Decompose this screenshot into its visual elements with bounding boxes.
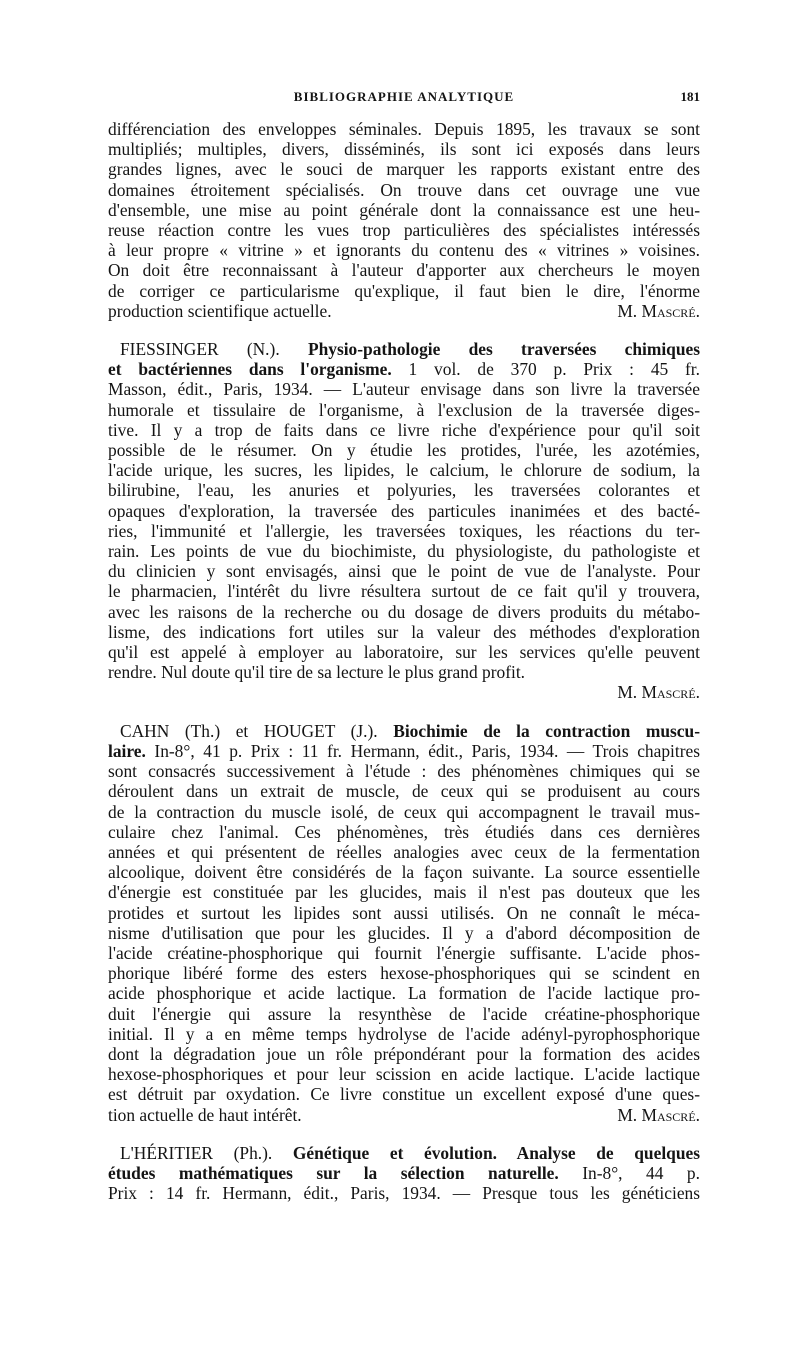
text-line: rain. Les points de vue du biochimiste, du physiologiste, du pathologiste et <box>108 541 700 562</box>
entry-details: In-8°, 41 p. Prix : 11 fr. Hermann, édit., Paris, 1934. — Trois chapitres <box>154 740 700 761</box>
entry-title-cont: études mathématiques sur la sélection naturelle. <box>108 1162 559 1183</box>
review-entry-cahn-houget <box>108 721 700 1125</box>
text-line: l'acide créatine-phosphorique qui fournit l'énergie suffisante. L'acide phos- <box>108 942 700 963</box>
text-line: reuse réaction contre les vues trop particulières des spécialistes intéressés <box>108 220 700 241</box>
entry-heading-line <box>108 359 700 379</box>
text-line: lisme, des indications fort utiles sur la valeur des méthodes d'exploration <box>108 621 700 642</box>
entry-title: Biochimie de la contraction muscu- <box>393 720 700 741</box>
text-line: déroulent dans un extrait de muscle, de ceux qui se produisent au cours <box>108 781 700 802</box>
reviewer-signature: M. Mascré. <box>617 300 700 321</box>
text-line: sont consacrés successivement à l'étude : des phénomènes chimiques qui se <box>108 761 700 782</box>
text-line: qu'il est appelé à employer au laboratoire, sur les services qu'elle peuvent <box>108 642 700 663</box>
text-line: phorique libéré forme des esters hexose-phosphoriques qui se scindent en <box>108 963 700 984</box>
running-title: BIBLIOGRAPHIE ANALYTIQUE <box>293 89 515 104</box>
review-entry-fiessinger <box>108 339 700 703</box>
text-line <box>108 1105 700 1125</box>
text-line: l'acide urique, les sucres, les lipides, le calcium, le chlorure de sodium, la <box>108 460 700 481</box>
entry-heading-line <box>108 741 700 761</box>
text-line: initial. Il y a en même temps hydrolyse de l'acide adényl-pyrophosphorique <box>108 1023 700 1044</box>
last-line-text: production scientifique actuelle. <box>108 300 332 321</box>
text-line: avec les raisons de la recherche ou du dosage de divers produits du métabo- <box>108 601 700 622</box>
text-line: alcoolique, doivent être considérés de la façon suivante. La source essentielle <box>108 862 700 883</box>
text-line: possible de le résumer. On y étudie les protides, l'urée, les azotémies, <box>108 440 700 461</box>
text-line: hexose-phosphoriques et pour leur scission en acide lactique. L'acide lactique <box>108 1064 700 1085</box>
text-line: rendre. Nul doute qu'il tire de sa lecture le plus grand profit. <box>108 662 525 683</box>
text-line: culaire chez l'animal. Ces phénomènes, très étudiés dans ces dernières <box>108 821 700 842</box>
text-line: Masson, édit., Paris, 1934. — L'auteur envisage dans son livre la traversée <box>108 379 700 400</box>
text-line: du clinicien y sont envisagés, ainsi que le point de vue de l'analyste. Pour <box>108 561 700 582</box>
text-line: tive. Il y a trop de faits dans ce livre riche d'expérience pour qu'il soit <box>108 419 700 440</box>
entry-author: CAHN (Th.) et HOUGET (J.). <box>120 720 378 741</box>
last-line-text: tion actuelle de haut intérêt. <box>108 1104 302 1125</box>
text-line: Prix : 14 fr. Hermann, édit., Paris, 1934. — Presque tous les généticiens <box>108 1183 700 1204</box>
text-line: ries, l'immunité et l'allergie, les traversées toxiques, les réactions du ter- <box>108 520 700 541</box>
text-line: grandes lignes, avec le souci de marquer les rapports existant entre des <box>108 159 700 180</box>
text-line: de corriger ce particularisme qu'explique, il faut bien le dire, l'énorme <box>108 280 700 301</box>
entry-heading-line <box>108 721 700 741</box>
reviewer-signature: M. Mascré. <box>617 682 700 703</box>
entry-author: L'HÉRITIER (Ph.). <box>120 1142 273 1163</box>
spacer <box>108 321 700 339</box>
entry-title-cont: et bactériennes dans l'organisme. <box>108 359 392 380</box>
spacer <box>108 703 700 721</box>
spacer <box>108 1125 700 1143</box>
text-line: protides et surtout les lipides sont aussi utilisés. On ne connaît le méca- <box>108 902 700 923</box>
text-line: de la contraction du muscle isolé, de ceux qui accompagnent le travail mus- <box>108 801 700 822</box>
text-line: On doit être reconnaissant à l'auteur d'apporter aux chercheurs le moyen <box>108 260 700 281</box>
entry-title-cont: laire. <box>108 740 146 761</box>
reviewer-signature: M. Mascré. <box>617 1104 700 1125</box>
text-line: à leur propre « vitrine » et ignorants du contenu des « vitrines » voisines. <box>108 240 700 261</box>
text-line: domaines étroitement spécialisés. On trouve dans cet ouvrage une vue <box>108 179 700 200</box>
text-line: d'ensemble, une mise au point générale dont la connaissance est une heu- <box>108 199 700 220</box>
text-line: d'énergie est constituée par les glucides, mais il n'est pas douteux que les <box>108 882 700 903</box>
running-header <box>108 89 700 105</box>
text-line: acide phosphorique et acide lactique. La formation de l'acide lactique pro- <box>108 983 700 1004</box>
entry-author: FIESSINGER (N.). <box>120 339 280 360</box>
entry-details: 1 vol. de 370 p. Prix : 45 fr. <box>408 359 700 380</box>
text-line: opaques d'exploration, la traversée des particules inanimées et des bacté- <box>108 500 700 521</box>
entry-title: Physio-pathologie des traversées chimiques <box>307 339 700 360</box>
review-entry-lheritier <box>108 1143 700 1204</box>
entry-title: Génétique et évolution. Analyse de quelques <box>292 1142 700 1163</box>
text-line: années et qui présentent de réelles analogies avec ceux de la fermentation <box>108 841 700 862</box>
text-line: différenciation des enveloppes séminales. Depuis 1895, les travaux se sont <box>108 119 700 139</box>
text-line: bilirubine, l'eau, les anuries et polyuries, les traversées colorantes et <box>108 480 700 501</box>
text-line: nisme d'utilisation que pour les glucides. Il y a d'abord décomposition de <box>108 922 700 943</box>
text-line: dont la dégradation joue un rôle prépondérant pour la formation des acides <box>108 1043 700 1064</box>
text-line: humorale et tissulaire de l'organisme, à l'exclusion de la traversée diges- <box>108 399 700 420</box>
page-number: 181 <box>680 89 700 104</box>
entry-heading-line <box>108 1143 700 1163</box>
entry-details: In-8°, 44 p. <box>582 1162 700 1183</box>
continued-review <box>108 119 700 321</box>
text-line: le pharmacien, l'intérêt du livre résultera surtout de ce fait qu'il y trouvera, <box>108 581 700 602</box>
entry-heading-line <box>108 339 700 359</box>
text-line: multipliés; multiples, divers, disséminés, ils sont ici exposés dans leurs <box>108 139 700 160</box>
text-line: est détruit par oxydation. Ce livre constitue un excellent exposé d'une ques- <box>108 1084 700 1105</box>
entry-heading-line <box>108 1163 700 1183</box>
page-body <box>108 119 700 1203</box>
text-line <box>108 301 700 321</box>
text-line: duit l'énergie qui assure la resynthèse de l'acide créatine-phosphorique <box>108 1003 700 1024</box>
